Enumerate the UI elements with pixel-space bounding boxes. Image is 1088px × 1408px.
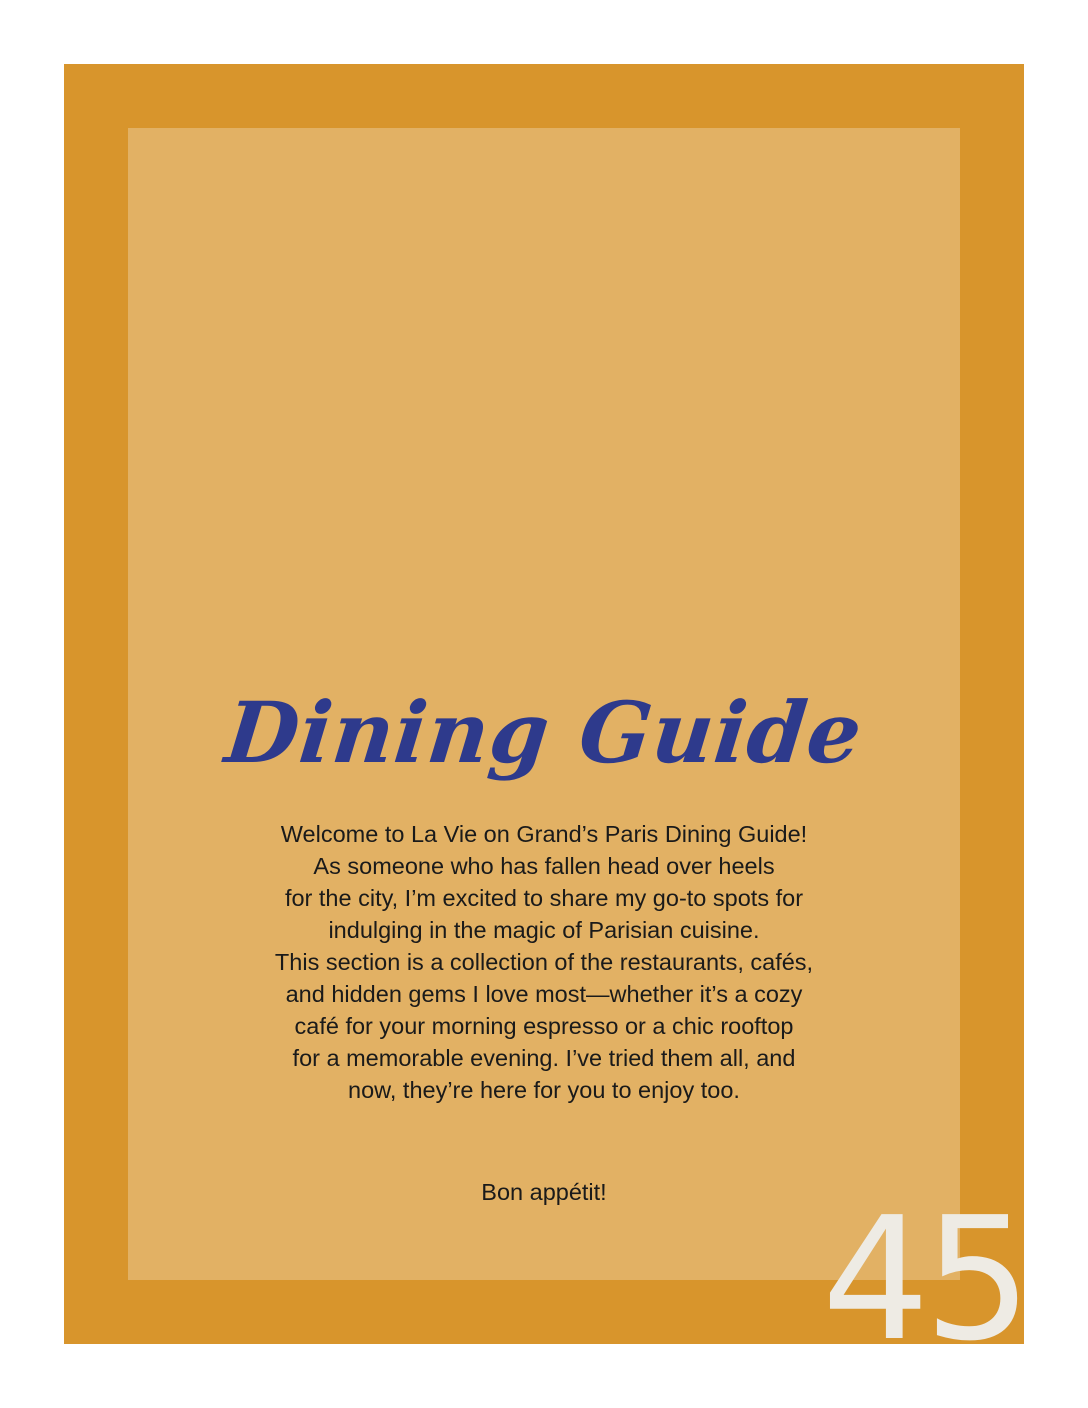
- page-title: Dining Guide: [221, 683, 868, 782]
- intro-paragraph: Welcome to La Vie on Grand’s Paris Dining Guide! As someone who has fallen head over heels for the city, I’m excited to share my go-to spots for indulging in the magic of Parisian cuisine. This section is a collection of the restaurants, cafés, and hidden gems I love most—whether it’s a cozy café for your morning espresso or a chic rooftop for a memorable evening. I’ve tried them all, and now, they’re here for you to enjoy too.: [274, 821, 814, 1103]
- signoff-text: Bon appétit!: [481, 1179, 607, 1205]
- page-number: 45: [821, 1181, 1026, 1379]
